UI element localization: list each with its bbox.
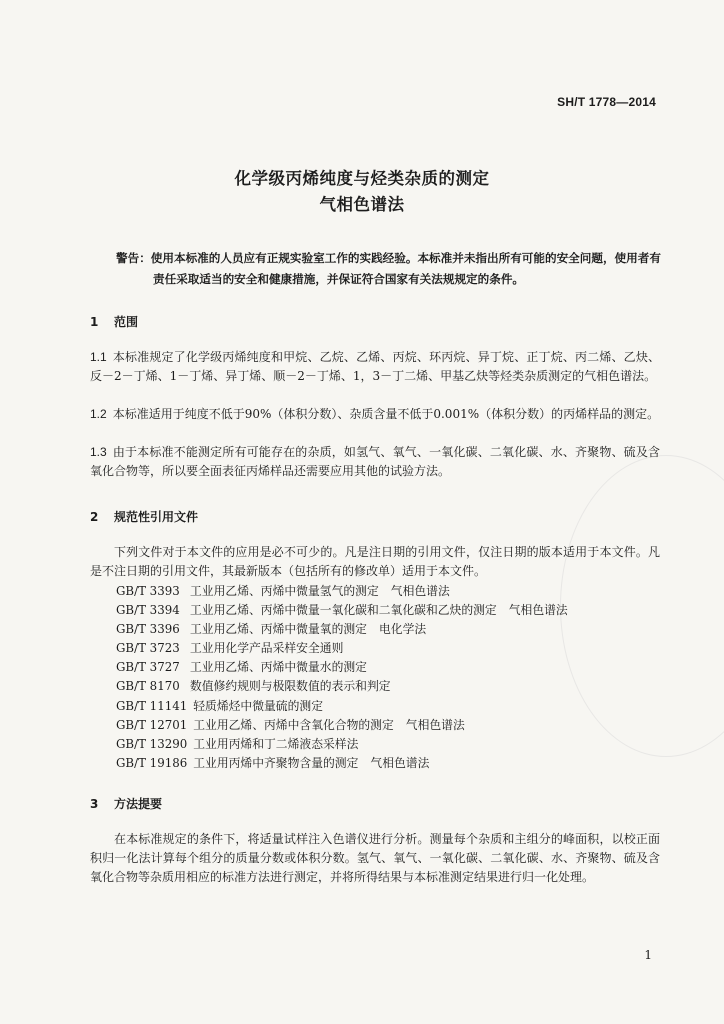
document-subtitle: 气相色谱法 [319, 195, 405, 214]
reference-item [116, 754, 568, 773]
reference-item [116, 735, 568, 754]
reference-item [116, 716, 568, 735]
section-number: 2 [90, 510, 99, 524]
reference-title: 工业用丙烯中齐聚物含量的测定 [193, 755, 359, 770]
section-number: 1 [90, 315, 99, 329]
clause-text: 由于本标准不能测定所有可能存在的杂质，如氢气、氧气、一氧化碳、二氧化碳、水、齐聚物、硫及含氧化合物等，所以要全面表征丙烯样品还需要应用其他的试验方法。 [90, 445, 660, 478]
reference-code: GB/T 12701 [116, 717, 188, 732]
reference-title: 工业用丙烯和丁二烯液态采样法 [193, 736, 359, 751]
reference-code: GB/T 3723 [116, 641, 180, 656]
document-title: 化学级丙烯纯度与烃类杂质的测定 [234, 169, 490, 188]
reference-item [116, 677, 568, 696]
clause-number: 1.1 [90, 350, 107, 364]
section-title: 规范性引用文件 [114, 510, 199, 524]
reference-method: 气相色谱法 [508, 603, 568, 618]
reference-item [116, 601, 568, 620]
faint-stamp-watermark [560, 455, 724, 757]
method-summary: 在本标准规定的条件下，将适量试样注入色谱仪进行分析。测量每个杂质和主组分的峰面积，以校正面积归一化法计算每个组分的质量分数或体积分数。氢气、氧气、一氧化碳、二氧化碳、水、齐聚物、硫及含氧化合物等杂质用相应的标准方法进行测定，并将所得结果与本标准测定结果进行归一化处理。 [90, 832, 660, 884]
reference-item [116, 658, 568, 677]
reference-code: GB/T 3396 [116, 622, 180, 637]
reference-title: 工业用乙烯、丙烯中微量一氧化碳和二氧化碳和乙炔的测定 [190, 603, 497, 618]
safety-warning: 警告：使用本标准的人员应有正规实验室工作的实践经验。本标准并未指出所有可能的安全问题，使用者有责任采取适当的安全和健康措施，并保证符合国家有关法规规定的条件。 [116, 251, 661, 286]
clause-number: 1.2 [90, 407, 107, 421]
reference-title: 数值修约规则与极限数值的表示和判定 [190, 679, 391, 694]
reference-code: GB/T 3727 [116, 660, 180, 675]
section-number: 3 [90, 797, 99, 811]
normative-references-intro: 下列文件对于本文件的应用是必不可少的。凡是注日期的引用文件，仅注日期的版本适用于本文件。凡是不注日期的引用文件，其最新版本（包括所有的修改单）适用于本文件。 [90, 545, 660, 578]
reference-method: 电化学法 [378, 622, 427, 637]
reference-item [116, 620, 568, 639]
reference-item [116, 639, 568, 658]
clause-1-1 [90, 348, 660, 386]
reference-code: GB/T 8170 [116, 679, 180, 694]
clause-number: 1.3 [90, 445, 107, 459]
section-1-heading [90, 313, 138, 330]
reference-title: 工业用乙烯、丙烯中微量氢气的测定 [190, 584, 379, 598]
standard-code: SH/T 1778—2014 [557, 95, 656, 109]
page-number: 1 [644, 948, 652, 962]
reference-title: 工业用乙烯、丙烯中微量水的测定 [190, 660, 367, 675]
clause-text: 本标准规定了化学级丙烯纯度和甲烷、乙烷、乙烯、丙烷、环丙烷、异丁烷、正丁烷、丙二烯、乙炔、反－2－丁烯、1－丁烯、异丁烯、顺－2－丁烯、1，3－丁二烯、甲基乙炔等烃类杂质测定的气相色谱法。 [90, 350, 660, 383]
reference-method: 气相色谱法 [405, 717, 465, 732]
section-2-heading [90, 508, 198, 525]
section-title: 范围 [114, 315, 139, 329]
reference-code: GB/T 3393 [116, 584, 180, 598]
reference-method: 气相色谱法 [370, 755, 430, 770]
reference-code: GB/T 13290 [116, 736, 188, 751]
reference-title: 工业用乙烯、丙烯中含氧化合物的测定 [193, 717, 394, 732]
reference-list [116, 582, 568, 773]
reference-title: 轻质烯烃中微量硫的测定 [193, 698, 323, 713]
reference-method: 气相色谱法 [390, 584, 450, 598]
reference-code: GB/T 11141 [116, 698, 188, 713]
reference-item [116, 582, 568, 601]
clause-text: 本标准适用于纯度不低于90%（体积分数）、杂质含量不低于0.001%（体积分数）的丙烯样品的测定。 [112, 407, 660, 421]
clause-1-3 [90, 443, 660, 481]
reference-item [116, 697, 568, 716]
section-3-heading [90, 795, 162, 812]
reference-code: GB/T 3394 [116, 603, 180, 618]
reference-title: 工业用乙烯、丙烯中微量氧的测定 [190, 622, 367, 637]
clause-1-2 [90, 405, 660, 424]
section-title: 方法提要 [114, 797, 163, 811]
reference-code: GB/T 19186 [116, 755, 188, 770]
reference-title: 工业用化学产品采样安全通则 [190, 641, 344, 656]
